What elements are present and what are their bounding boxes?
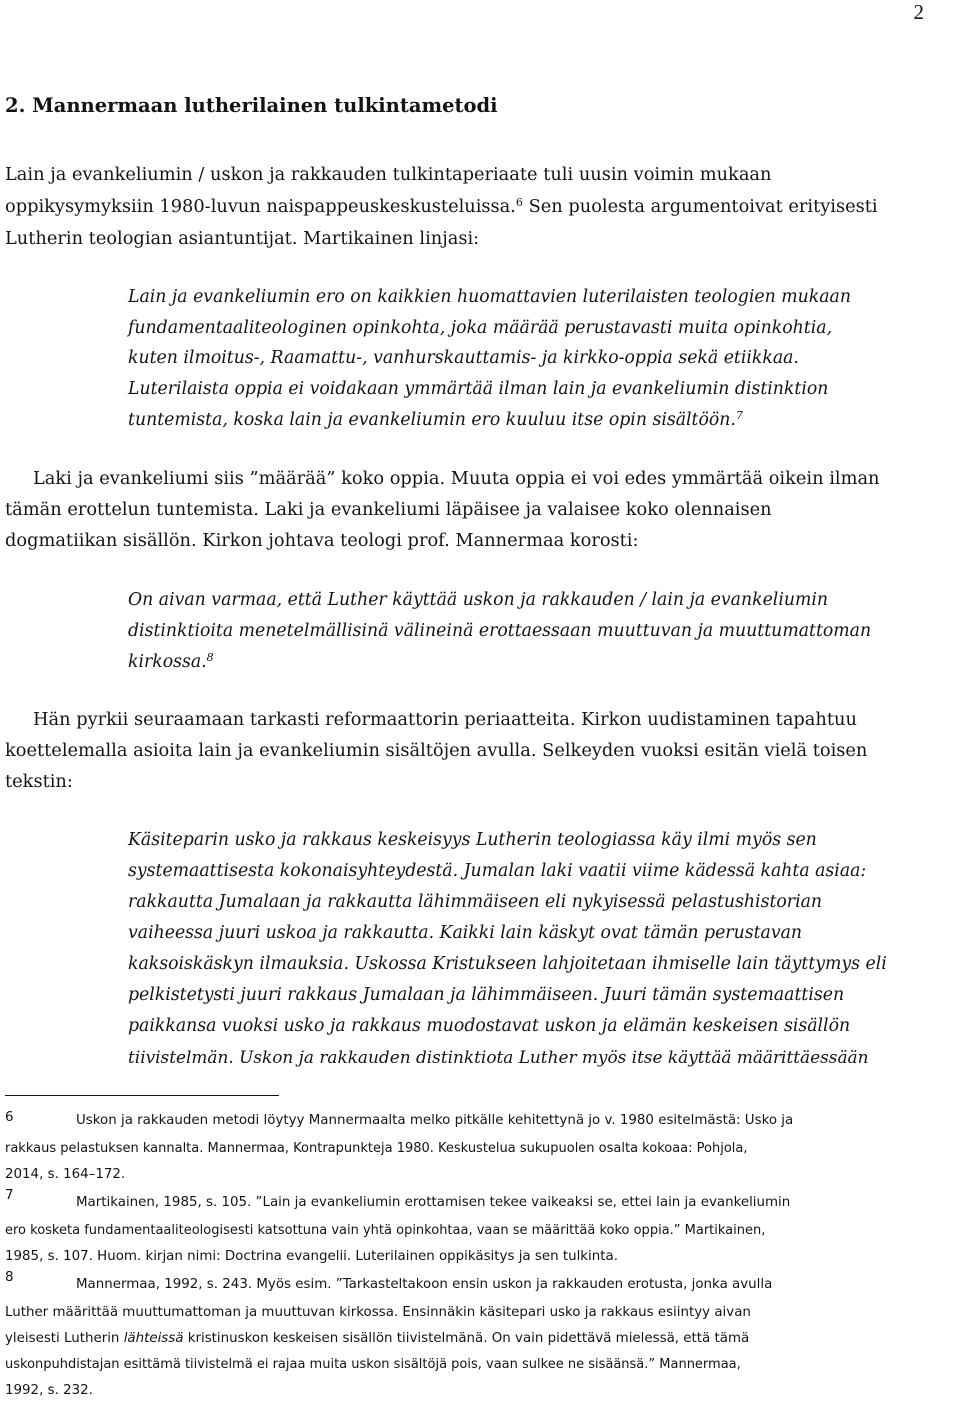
section-heading: 2. Mannermaan lutherilainen tulkintametodi [5, 94, 498, 117]
block-quote-line: Luterilaista oppia ei voidakaan ymmärtää ilman lain ja evankeliumin distinktion [128, 379, 829, 399]
footnote-line: Mannermaa, 1992, s. 243. Myös esim. ”Tarkasteltakoon ensin uskon ja rakkauden erotusta, jonka avulla [76, 1277, 773, 1292]
footnote-line: uskonpuhdistajan esittämä tiivistelmä ei rajaa muita uskon sisältöjä pois, vaan sulkee ne sisäänsä.” Mannermaa, [5, 1357, 741, 1372]
footnote-separator [5, 1095, 279, 1096]
block-quote-line: kirkossa.$^8$ [128, 651, 214, 672]
paragraph-line: Laki ja evankeliumi siis ”määrää” koko oppia. Muuta oppia ei voi edes ymmärtää oikein ilman [33, 468, 880, 489]
footnote-line: Martikainen, 1985, s. 105. ”Lain ja evankeliumin erottamisen tekee vaikeaksi se, ettei lain ja evankeliumin [76, 1195, 791, 1210]
paragraph-line: tekstin: [5, 771, 73, 792]
paragraph-line: Lain ja evankeliumin / uskon ja rakkauden tulkintaperiaate tuli uusin voimin mukaan [5, 164, 772, 185]
footnote-line: 1985, s. 107. Huom. kirjan nimi: Doctrina evangelii. Luterilainen oppikäsitys ja sen tulkinta. [5, 1249, 618, 1264]
footnote-line: 1992, s. 232. [5, 1383, 93, 1398]
paragraph-line: Lutherin teologian asiantuntijat. Martikainen linjasi: [5, 228, 480, 249]
paragraph-line: tämän erottelun tuntemista. Laki ja evankeliumi läpäisee ja valaisee koko olennaisen [5, 499, 772, 520]
footnote-line: Uskon ja rakkauden metodi löytyy Mannermaalta melko pitkälle kehitettynä jo v. 1980 esitelmästä: Usko ja [76, 1113, 794, 1128]
footnote-line: Luther määrittää muuttumattoman ja muuttuvan kirkossa. Ensinnäkin käsitepari usko ja rakkaus esiintyy aivan [5, 1305, 751, 1320]
footnote-ref[interactable]: 8 [206, 651, 214, 664]
footnote-number: 6 [5, 1110, 14, 1125]
block-quote-line: distinktioita menetelmällisinä välineinä erottaessaan muuttuvan ja muuttumattoman [128, 621, 872, 641]
paragraph-line: dogmatiikan sisällön. Kirkon johtava teologi prof. Mannermaa korosti: [5, 530, 639, 551]
block-quote-line: pelkistetysti juuri rakkaus Jumalaan ja lähimmäiseen. Juuri tämän systemaattisen [128, 985, 845, 1005]
block-quote-line: paikkansa vuoksi usko ja rakkaus muodostavat uskon ja elämän keskeisen sisällön [128, 1016, 851, 1036]
footnote-ref[interactable]: 7 [735, 409, 743, 422]
block-quote-line: vaiheessa juuri uskoa ja rakkautta. Kaikki lain käskyt ovat tämän perustavan [128, 923, 803, 943]
paragraph-line: koettelemalla asioita lain ja evankeliumin sisältöjen avulla. Selkeyden vuoksi esitän vielä toisen [5, 740, 868, 761]
block-quote-line: tuntemista, koska lain ja evankeliumin ero kuuluu itse opin sisältöön.$^7$ [128, 409, 743, 430]
footnote-number: 8 [5, 1270, 14, 1285]
footnote-line: ero kosketa fundamentaaliteologisesti katsottuna vain yhtä opinkohtaa, vaan se määrittää koko oppia.” Martikainen, [5, 1223, 766, 1238]
block-quote-line: Lain ja evankeliumin ero on kaikkien huomattavien luterilaisten teologien mukaan [128, 287, 851, 307]
block-quote-line: kaksoiskäskyn ilmauksia. Uskossa Kristukseen lahjoitetaan ihmiselle lain täyttymys eli [128, 954, 887, 974]
footnote-ref[interactable]: 6 [515, 196, 523, 209]
paragraph-line: oppikysymyksiin 1980-luvun naispappeuskeskusteluissa.$^6$ Sen puolesta argumentoivat erityisesti [5, 196, 878, 217]
footnote-line: yleisesti Lutherin lähteissä kristinuskon keskeisen sisällön tiivistelmänä. On vain pidettävä mielessä, että tämä [5, 1331, 750, 1346]
page-number: 2 [913, 0, 924, 24]
block-quote-line: kuten ilmoitus-, Raamattu-, vanhurskauttamis- ja kirkko-oppia sekä etiikkaa. [128, 348, 799, 368]
footnote-line: 2014, s. 164–172. [5, 1167, 126, 1182]
block-quote-line: rakkautta Jumalaan ja rakkautta lähimmäiseen eli nykyisessä pelastushistorian [128, 892, 823, 912]
block-quote-line: tiivistelmän. Uskon ja rakkauden distinktiota Luther myös itse käyttää määrittäessään [128, 1047, 869, 1067]
block-quote-line: On aivan varmaa, että Luther käyttää uskon ja rakkauden / lain ja evankeliumin [128, 590, 829, 610]
block-quote-line: fundamentaaliteologinen opinkohta, joka määrää perustavasti muita opinkohtia, [128, 318, 833, 338]
block-quote-line: systemaattisesta kokonaisyhteydestä. Jumalan laki vaatii viime kädessä kahta asiaa: [128, 861, 867, 881]
footnote-line: rakkaus pelastuksen kannalta. Mannermaa, Kontrapunkteja 1980. Keskustelua sukupuolen osalta kokoaa: Pohjola, [5, 1141, 748, 1156]
footnote-number: 7 [5, 1188, 14, 1203]
block-quote-line: Käsiteparin usko ja rakkaus keskeisyys Lutherin teologiassa käy ilmi myös sen [128, 830, 817, 850]
paragraph-line: Hän pyrkii seuraamaan tarkasti reformaattorin periaatteita. Kirkon uudistaminen tapahtuu [33, 709, 857, 730]
emphasis: lähteissä [123, 1331, 184, 1346]
